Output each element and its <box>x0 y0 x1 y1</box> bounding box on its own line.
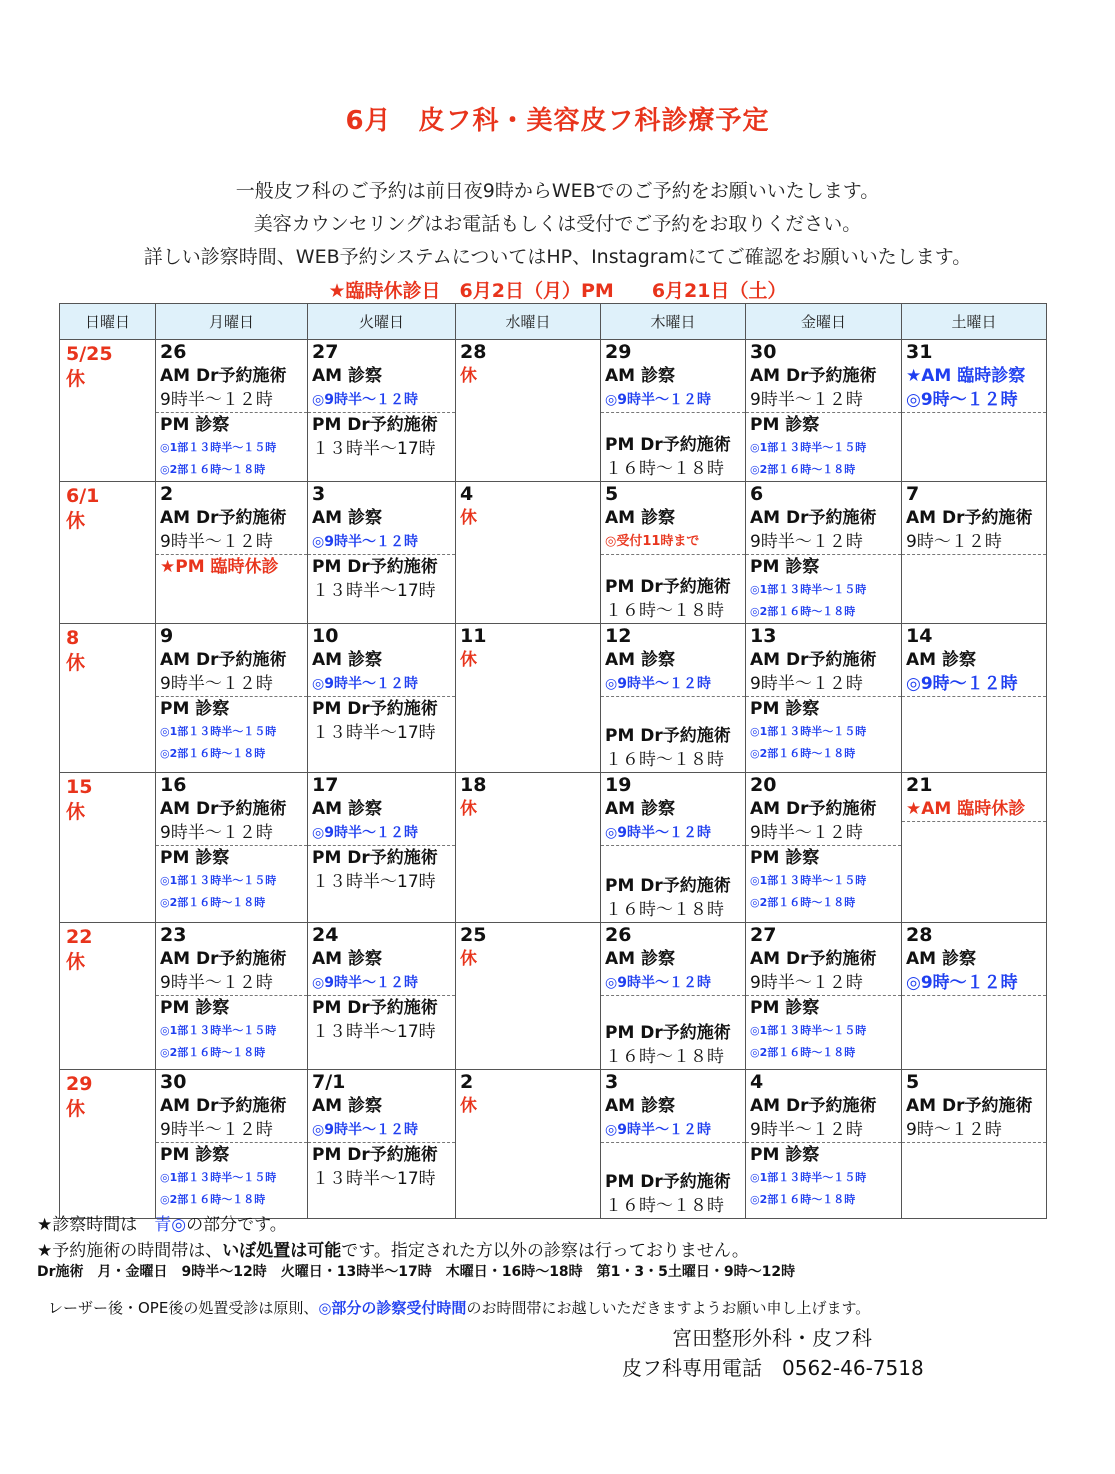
date-number: 11 <box>460 625 487 647</box>
schedule-text: 休 <box>460 949 477 969</box>
schedule-text: ◎9時半〜１２時 <box>312 1122 418 1138</box>
schedule-text: PM Dr予約施術 <box>312 415 438 435</box>
weekday-header-row <box>60 304 1047 340</box>
schedule-text: PM Dr予約施術 <box>312 998 438 1018</box>
schedule-text: AM 診察 <box>605 366 675 386</box>
schedule-text: １６時〜１８時 <box>605 900 724 920</box>
schedule-text: AM 診察 <box>605 949 675 969</box>
schedule-text: AM Dr予約施術 <box>750 1096 877 1116</box>
date-number: 6 <box>750 483 764 505</box>
sunday-cell <box>60 482 156 624</box>
schedule-text: １６時〜１８時 <box>605 459 724 479</box>
sunday-cell <box>60 624 156 773</box>
schedule-text: ◎1部１３時半〜１５時 <box>160 725 277 738</box>
schedule-text: ◎1部１３時半〜１５時 <box>750 1024 867 1037</box>
date-number: 22 <box>66 926 93 948</box>
closed-label: 休 <box>66 951 86 973</box>
schedule-text: 9時半〜１２時 <box>750 973 863 993</box>
closed-label: 休 <box>66 652 86 674</box>
date-number: 14 <box>906 625 933 647</box>
day-cell-wed <box>456 773 601 923</box>
schedule-text: 9時〜１２時 <box>906 1120 1002 1140</box>
date-number: 2 <box>460 1071 474 1093</box>
date-number: 10 <box>312 625 339 647</box>
schedule-text: １３時半〜17時 <box>312 872 436 892</box>
day-cell-wed <box>456 482 601 624</box>
sunday-cell <box>60 340 156 482</box>
schedule-text: 9時半〜１２時 <box>160 674 273 694</box>
schedule-text: ◎2部１６時〜１８時 <box>750 463 856 476</box>
date-number: 6/1 <box>66 485 100 507</box>
schedule-text: PM 診察 <box>750 415 820 435</box>
schedule-text: PM Dr予約施術 <box>312 557 438 577</box>
schedule-text: 9時半〜１２時 <box>160 973 273 993</box>
schedule-text: PM Dr予約施術 <box>605 876 731 896</box>
day-cell-fri <box>746 923 902 1070</box>
day-cell-fri <box>746 340 902 482</box>
date-number: 19 <box>605 774 632 796</box>
schedule-text: 9時半〜１２時 <box>750 390 863 410</box>
schedule-text: AM 診察 <box>906 949 976 969</box>
schedule-text: PM 診察 <box>160 415 230 435</box>
week-row <box>60 773 1047 923</box>
schedule-text: ◎9時〜１２時 <box>906 973 1018 993</box>
schedule-text: 9時半〜１２時 <box>160 1120 273 1140</box>
schedule-text: AM 診察 <box>605 508 675 528</box>
schedule-text: PM Dr予約施術 <box>605 1172 731 1192</box>
weekday-wed: 水曜日 <box>456 304 601 340</box>
day-cell-thu <box>601 340 746 482</box>
day-cell-sat <box>902 1070 1047 1219</box>
day-cell-sat <box>902 923 1047 1070</box>
schedule-text: ◎2部１６時〜１８時 <box>750 896 856 909</box>
day-cell-thu <box>601 482 746 624</box>
date-number: 26 <box>160 341 187 363</box>
schedule-text: 9時半〜１２時 <box>750 532 863 552</box>
schedule-text: ◎2部１６時〜１８時 <box>160 1046 266 1059</box>
schedule-text: AM Dr予約施術 <box>160 799 287 819</box>
date-number: 2 <box>160 483 174 505</box>
footer-line-4: レーザー後・OPE後の処置受診は原則、◎部分の診察受付時間のお時間帯にお越しいただきますようお願い申し上げます。 <box>48 1299 871 1317</box>
schedule-text: PM Dr予約施術 <box>605 577 731 597</box>
day-cell-wed <box>456 1070 601 1219</box>
schedule-text: AM Dr予約施術 <box>160 949 287 969</box>
schedule-text: PM 診察 <box>160 1145 230 1165</box>
schedule-text: AM 診察 <box>312 799 382 819</box>
day-cell-fri <box>746 773 902 923</box>
day-cell-tue <box>308 923 456 1070</box>
schedule-text: AM 診察 <box>605 1096 675 1116</box>
date-number: 15 <box>66 776 93 798</box>
date-number: 4 <box>750 1071 764 1093</box>
schedule-text: 休 <box>460 650 477 670</box>
date-number: 21 <box>906 774 933 796</box>
date-number: 4 <box>460 483 474 505</box>
schedule-text: AM 診察 <box>312 949 382 969</box>
day-cell-sat <box>902 340 1047 482</box>
page-title: 6月 皮フ科・美容皮フ科診療予定 <box>345 106 770 136</box>
calendar-body <box>60 340 1047 1219</box>
day-cell-tue <box>308 1070 456 1219</box>
schedule-text: PM 診察 <box>160 848 230 868</box>
date-number: 3 <box>312 483 326 505</box>
weekday-sat: 土曜日 <box>902 304 1047 340</box>
date-number: 8 <box>66 627 80 649</box>
schedule-text: AM Dr予約施術 <box>160 650 287 670</box>
schedule-text: PM 診察 <box>160 699 230 719</box>
schedule-text: １３時半〜17時 <box>312 581 436 601</box>
schedule-text: １６時〜１８時 <box>605 750 724 770</box>
schedule-text: ◎9時半〜１２時 <box>605 975 711 991</box>
schedule-text: 休 <box>460 366 477 386</box>
date-number: 5 <box>605 483 619 505</box>
day-cell-thu <box>601 1070 746 1219</box>
schedule-text: AM 診察 <box>605 799 675 819</box>
sunday-cell <box>60 773 156 923</box>
schedule-text: ◎9時半〜１２時 <box>605 825 711 841</box>
date-number: 9 <box>160 625 174 647</box>
week-row <box>60 624 1047 773</box>
day-cell-tue <box>308 482 456 624</box>
schedule-text: PM Dr予約施術 <box>312 848 438 868</box>
date-number: 18 <box>460 774 487 796</box>
schedule-text: 9時半〜１２時 <box>750 1120 863 1140</box>
day-cell-mon <box>156 482 308 624</box>
schedule-text: AM Dr予約施術 <box>750 366 877 386</box>
schedule-text: １６時〜１８時 <box>605 1047 724 1067</box>
temporary-closure-notice: ★臨時休診日 6月2日（月）PM 6月21日（土） <box>328 280 787 302</box>
schedule-text: ◎受付11時まで <box>605 534 700 549</box>
schedule-text: 休 <box>460 508 477 528</box>
footer-line-1: ★診察時間は 青◎の部分です。 <box>37 1215 287 1235</box>
schedule-text: AM 診察 <box>605 650 675 670</box>
schedule-text: PM 診察 <box>750 848 820 868</box>
day-cell-mon <box>156 1070 308 1219</box>
weekday-fri: 金曜日 <box>746 304 902 340</box>
day-cell-tue <box>308 340 456 482</box>
schedule-text: １３時半〜17時 <box>312 1169 436 1189</box>
day-cell-thu <box>601 773 746 923</box>
closed-label: 休 <box>66 801 86 823</box>
schedule-text: 休 <box>460 1096 477 1116</box>
date-number: 29 <box>66 1073 93 1095</box>
schedule-text: ◎1部１３時半〜１５時 <box>750 441 867 454</box>
schedule-text: 9時半〜１２時 <box>750 674 863 694</box>
schedule-text: 休 <box>460 799 477 819</box>
schedule-text: AM Dr予約施術 <box>750 949 877 969</box>
day-cell-fri <box>746 1070 902 1219</box>
week-row <box>60 340 1047 482</box>
schedule-text: AM Dr予約施術 <box>160 1096 287 1116</box>
day-cell-sat <box>902 482 1047 624</box>
week-row <box>60 923 1047 1070</box>
weekday-sun: 日曜日 <box>60 304 156 340</box>
sunday-cell <box>60 1070 156 1219</box>
schedule-text: PM 診察 <box>160 998 230 1018</box>
schedule-text: PM 診察 <box>750 998 820 1018</box>
day-cell-tue <box>308 624 456 773</box>
schedule-text: 9時半〜１２時 <box>160 532 273 552</box>
schedule-text: ◎9時半〜１２時 <box>312 825 418 841</box>
schedule-text: ◎9時〜１２時 <box>906 674 1018 694</box>
schedule-text: AM 診察 <box>312 650 382 670</box>
schedule-text: PM 診察 <box>750 699 820 719</box>
schedule-text: ◎2部１６時〜１８時 <box>160 747 266 760</box>
sunday-cell <box>60 923 156 1070</box>
schedule-text: PM 診察 <box>750 557 820 577</box>
schedule-text: PM Dr予約施術 <box>312 1145 438 1165</box>
date-number: 13 <box>750 625 777 647</box>
schedule-text: ★PM 臨時休診 <box>160 557 279 577</box>
schedule-text: AM 診察 <box>312 508 382 528</box>
weekday-thu: 木曜日 <box>601 304 746 340</box>
schedule-text: ◎1部１３時半〜１５時 <box>750 725 867 738</box>
day-cell-mon <box>156 923 308 1070</box>
schedule-text: 9時半〜１２時 <box>160 823 273 843</box>
day-cell-tue <box>308 773 456 923</box>
closed-label: 休 <box>66 510 86 532</box>
intro-line-2: 美容カウンセリングはお電話もしくは受付でご予約をお取りください。 <box>253 213 862 235</box>
schedule-text: ◎2部１６時〜１８時 <box>750 747 856 760</box>
day-cell-sat <box>902 624 1047 773</box>
date-number: 29 <box>605 341 632 363</box>
schedule-text: ◎1部１３時半〜１５時 <box>160 1171 277 1184</box>
schedule-text: ◎1部１３時半〜１５時 <box>160 874 277 887</box>
schedule-text: ◎2部１６時〜１８時 <box>160 1193 266 1206</box>
date-number: 27 <box>312 341 339 363</box>
schedule-text: AM Dr予約施術 <box>750 799 877 819</box>
schedule-text: AM 診察 <box>906 650 976 670</box>
date-number: 28 <box>460 341 487 363</box>
day-cell-fri <box>746 482 902 624</box>
schedule-text: 9時半〜１２時 <box>160 390 273 410</box>
intro-line-3: 詳しい診察時間、WEB予約システムについてはHP、Instagramにてご確認をお願いいたします。 <box>143 246 972 268</box>
date-number: 28 <box>906 924 933 946</box>
schedule-text: PM Dr予約施術 <box>605 435 731 455</box>
day-cell-thu <box>601 923 746 1070</box>
schedule-text: ◎9時半〜１２時 <box>312 534 418 550</box>
date-number: 27 <box>750 924 777 946</box>
schedule-text: １６時〜１８時 <box>605 601 724 621</box>
date-number: 23 <box>160 924 187 946</box>
date-number: 31 <box>906 341 933 363</box>
schedule-text: ◎9時半〜１２時 <box>312 975 418 991</box>
date-number: 30 <box>750 341 777 363</box>
schedule-text: １３時半〜17時 <box>312 1022 436 1042</box>
schedule-text: ◎1部１３時半〜１５時 <box>750 1171 867 1184</box>
schedule-text: ◎1部１３時半〜１５時 <box>750 874 867 887</box>
schedule-text: ◎9時半〜１２時 <box>605 1122 711 1138</box>
date-number: 5 <box>906 1071 920 1093</box>
closed-label: 休 <box>66 1098 86 1120</box>
day-cell-mon <box>156 340 308 482</box>
schedule-text: ◎1部１３時半〜１５時 <box>160 1024 277 1037</box>
day-cell-mon <box>156 624 308 773</box>
schedule-text: AM Dr予約施術 <box>160 366 287 386</box>
date-number: 26 <box>605 924 632 946</box>
intro-line-1: 一般皮フ科のご予約は前日夜9時からWEBでのご予約をお願いいたします。 <box>235 180 880 202</box>
weekday-mon: 月曜日 <box>156 304 308 340</box>
schedule-text: PM 診察 <box>750 1145 820 1165</box>
schedule-text: ◎2部１６時〜１８時 <box>750 1193 856 1206</box>
clinic-name: 宮田整形外科・皮フ科 <box>672 1326 872 1350</box>
footer-line-2: ★予約施術の時間帯は、いぼ処置は可能です。指定された方以外の診察は行っておりません。 <box>37 1241 749 1261</box>
date-number: 30 <box>160 1071 187 1093</box>
schedule-text: PM Dr予約施術 <box>605 726 731 746</box>
date-number: 20 <box>750 774 777 796</box>
schedule-text: AM Dr予約施術 <box>906 1096 1033 1116</box>
week-row <box>60 482 1047 624</box>
day-cell-mon <box>156 773 308 923</box>
schedule-text: ◎2部１６時〜１８時 <box>750 1046 856 1059</box>
date-number: 5/25 <box>66 343 113 365</box>
schedule-text: PM Dr予約施術 <box>605 1023 731 1043</box>
day-cell-fri <box>746 624 902 773</box>
date-number: 7/1 <box>312 1071 346 1093</box>
schedule-text: ◎2部１６時〜１８時 <box>750 605 856 618</box>
schedule-text: AM 診察 <box>312 1096 382 1116</box>
day-cell-wed <box>456 923 601 1070</box>
schedule-text: １３時半〜17時 <box>312 439 436 459</box>
schedule-text: AM Dr予約施術 <box>906 508 1033 528</box>
schedule-text: ◎1部１３時半〜１５時 <box>750 583 867 596</box>
schedule-text: AM Dr予約施術 <box>750 508 877 528</box>
schedule-text: ◎2部１６時〜１８時 <box>160 896 266 909</box>
schedule-text: 9時〜１２時 <box>906 532 1002 552</box>
schedule-text: ◎9時〜１２時 <box>906 390 1018 410</box>
schedule-calendar <box>59 303 1047 1219</box>
schedule-text: AM Dr予約施術 <box>160 508 287 528</box>
date-number: 12 <box>605 625 632 647</box>
clinic-phone: 皮フ科専用電話 0562-46-7518 <box>622 1356 924 1380</box>
schedule-text: ★AM 臨時診察 <box>906 366 1026 386</box>
schedule-text: ◎9時半〜１２時 <box>605 392 711 408</box>
date-number: 25 <box>460 924 487 946</box>
date-number: 17 <box>312 774 339 796</box>
week-row <box>60 1070 1047 1219</box>
schedule-text: ◎1部１３時半〜１５時 <box>160 441 277 454</box>
schedule-text: ◎9時半〜１２時 <box>605 676 711 692</box>
schedule-text: ◎9時半〜１２時 <box>312 676 418 692</box>
date-number: 24 <box>312 924 339 946</box>
day-cell-thu <box>601 624 746 773</box>
date-number: 7 <box>906 483 920 505</box>
schedule-text: 9時半〜１２時 <box>750 823 863 843</box>
day-cell-wed <box>456 624 601 773</box>
schedule-text: １３時半〜17時 <box>312 723 436 743</box>
schedule-text: １６時〜１８時 <box>605 1196 724 1216</box>
date-number: 16 <box>160 774 187 796</box>
schedule-text: ★AM 臨時休診 <box>906 799 1026 819</box>
day-cell-sat <box>902 773 1047 923</box>
schedule-text: AM 診察 <box>312 366 382 386</box>
day-cell-wed <box>456 340 601 482</box>
schedule-text: AM Dr予約施術 <box>750 650 877 670</box>
closed-label: 休 <box>66 368 86 390</box>
date-number: 3 <box>605 1071 619 1093</box>
schedule-text: ◎2部１６時〜１８時 <box>160 463 266 476</box>
weekday-tue: 火曜日 <box>308 304 456 340</box>
footer-line-3: Dr施術 月・金曜日 9時半〜12時 火曜日・13時半〜17時 木曜日・16時〜18時 第1・3・5土曜日・9時〜12時 <box>37 1264 796 1280</box>
schedule-text: ◎9時半〜１２時 <box>312 392 418 408</box>
schedule-text: PM Dr予約施術 <box>312 699 438 719</box>
